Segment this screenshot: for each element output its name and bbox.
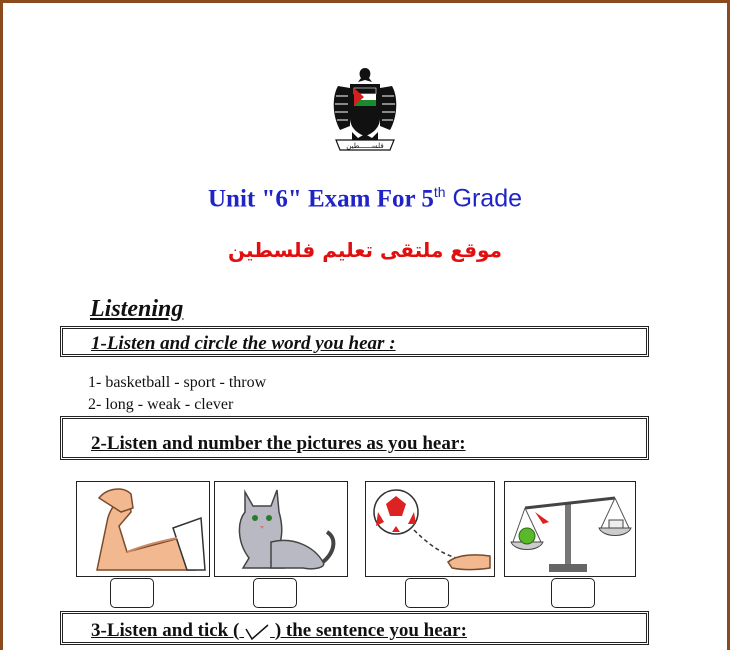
tick-icon <box>244 623 270 641</box>
question-1-heading <box>60 326 649 357</box>
question-3-heading-text <box>91 620 467 641</box>
picture-cat <box>214 481 348 577</box>
picture-scale <box>504 481 636 577</box>
question-1-line-2: 2- long - weak - clever <box>88 396 234 413</box>
picture-3-answer-box[interactable] <box>405 578 449 608</box>
question-1-heading-text: 1-Listen and circle the word you hear : <box>91 333 396 354</box>
site-name: موقع ملتقى تعليم فلسطين <box>228 238 502 262</box>
palestine-emblem <box>328 66 402 152</box>
picture-4-answer-box[interactable] <box>551 578 595 608</box>
question-1-line-1: 1- basketball - sport - throw <box>88 374 267 391</box>
picture-arm <box>76 481 210 577</box>
picture-1-answer-box[interactable] <box>110 578 154 608</box>
section-heading-listening: Listening <box>90 296 184 322</box>
question-3-heading-part-1: 3-Listen and tick ( <box>91 620 240 641</box>
question-2-heading-text: 2-Listen and number the pictures as you hear: <box>91 433 466 454</box>
exam-title-superscript: th <box>433 184 446 200</box>
question-3-heading <box>60 611 649 645</box>
exam-title <box>0 184 730 213</box>
picture-2-answer-box[interactable] <box>253 578 297 608</box>
question-3-heading-part-2: ) the sentence you hear: <box>274 620 467 641</box>
exam-title-grade: Grade <box>445 184 523 213</box>
picture-ball <box>365 481 495 577</box>
svg-text:فلســــــطين: فلســــــطين <box>346 142 384 150</box>
question-2-heading <box>60 416 649 460</box>
exam-title-main: Unit "6" Exam For 5 <box>207 185 434 213</box>
